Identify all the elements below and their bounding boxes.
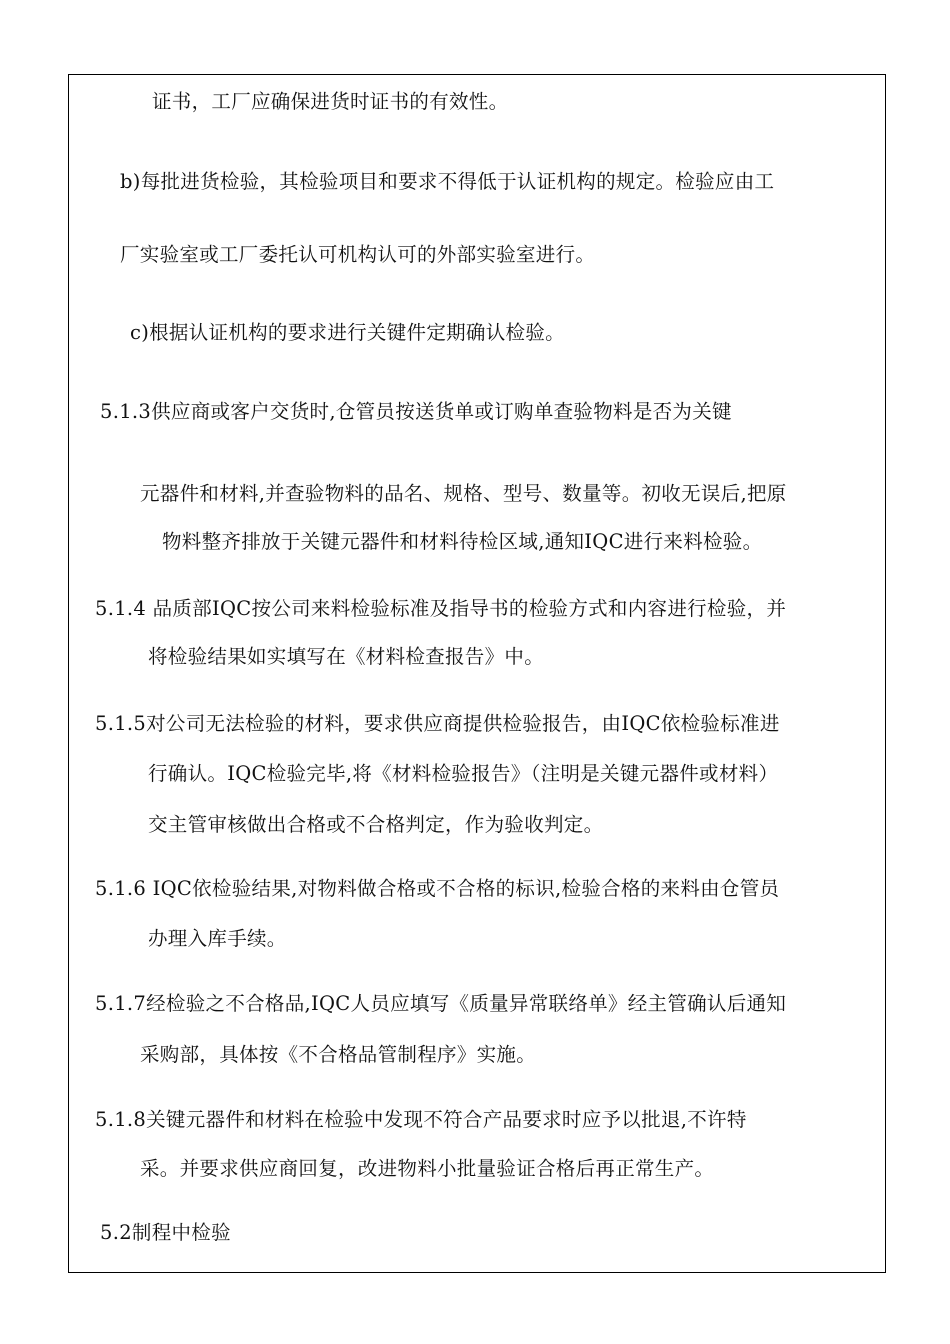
text-line: 证书，工厂应确保进货时证书的有效性。 xyxy=(152,90,509,113)
text-line: 办理入库手续。 xyxy=(148,927,287,950)
text-line: 元器件和材料,并查验物料的品名、规格、型号、数量等。初收无误后,把原 xyxy=(140,482,787,505)
text-line: 行确认。IQC检验完毕,将《材料检验报告》（注明是关键元器件或材料） xyxy=(148,762,779,785)
text-line: 交主管审核做出合格或不合格判定，作为验收判定。 xyxy=(148,813,604,836)
text-line: 5.1.4 品质部IQC按公司来料检验标准及指导书的检验方式和内容进行检验，并 xyxy=(95,597,787,620)
text-line: 5.1.7经检验之不合格品,IQC人员应填写《质量异常联络单》经主管确认后通知 xyxy=(95,992,787,1015)
text-line: 物料整齐排放于关键元器件和材料待检区域,通知IQC进行来料检验。 xyxy=(162,530,763,553)
text-line: 将检验结果如实填写在《材料检查报告》中。 xyxy=(148,645,545,668)
text-line: 采购部，具体按《不合格品管制程序》实施。 xyxy=(140,1043,537,1066)
text-line: c)根据认证机构的要求进行关键件定期确认检验。 xyxy=(130,321,565,344)
text-line: 5.1.6 IQC依检验结果,对物料做合格或不合格的标识,检验合格的来料由仓管员 xyxy=(95,877,780,900)
text-line: 采。并要求供应商回复，改进物料小批量验证合格后再正常生产。 xyxy=(140,1157,715,1180)
text-line: 5.1.5对公司无法检验的材料，要求供应商提供检验报告，由IQC依检验标准进 xyxy=(95,712,780,735)
text-line: b)每批进货检验，其检验项目和要求不得低于认证机构的规定。检验应由工 xyxy=(120,170,775,193)
section-heading: 5.2制程中检验 xyxy=(100,1221,231,1244)
text-line: 5.1.3供应商或客户交货时,仓管员按送货单或订购单查验物料是否为关键 xyxy=(100,400,732,423)
text-line: 5.1.8关键元器件和材料在检验中发现不符合产品要求时应予以批退,不许特 xyxy=(95,1108,747,1131)
text-line: 厂实验室或工厂委托认可机构认可的外部实验室进行。 xyxy=(120,243,596,266)
